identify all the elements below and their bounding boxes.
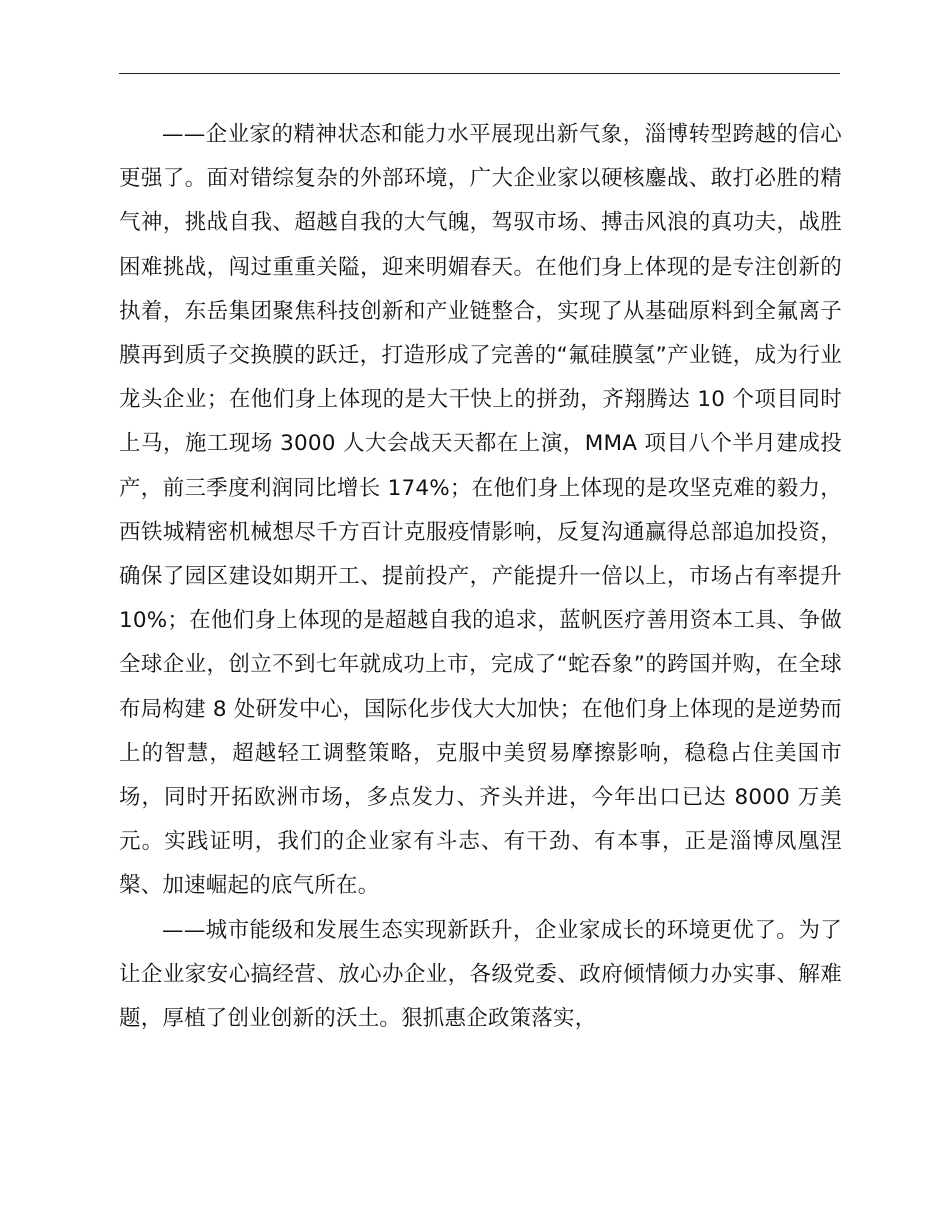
header-rule xyxy=(119,73,840,74)
body-text xyxy=(119,113,842,1041)
paragraph-city-ecosystem: ——城市能级和发展生态实现新跃升，企业家成长的环境更优了。为了让企业家安心搞经营、放心办企业，各级党委、政府倾情倾力办实事、解难题，厚植了创业创新的沃土。狠抓惠企政策落实， xyxy=(119,917,842,1032)
paragraph-entrepreneur-spirit: ——企业家的精神状态和能力水平展现出新气象，淄博转型跨越的信心更强了。面对错综复杂的外部环境，广大企业家以硬核鏖战、敢打必胜的精气神，挑战自我、超越自我的大气魄，驾驭市场、搏击风浪的真功夫，战胜困难挑战，闯过重重关隘，迎来明媚春天。在他们身上体现的是专注创新的执着，东岳集团聚焦科技创新和产业链整合，实现了从基础原料到全氟离子膜再到质子交换膜的跃迁，打造形成了完善的“氟硅膜氢”产业链，成为行业龙头企业；在他们身上体现的是大干快上的拼劲，齐翔腾达 10 个项目同时上马，施工现场 3000 人大会战天天都在上演，MMA 项目八个半月建成投产，前三季度利润同比增长 174%；在他们身上体现的是攻坚克难的毅力，西铁城精密机械想尽千方百计克服疫情影响，反复沟通赢得总部追加投资，确保了园区建设如期开工、提前投产，产能提升一倍以上，市场占有率提升 10%；在他们身上体现的是超越自我的追求，蓝帆医疗善用资本工具、争做全球企业，创立不到七年就成功上市，完成了“蛇吞象”的跨国并购，在全球布局构建 8 处研发中心，国际化步伐大大加快；在他们身上体现的是逆势而上的智慧，超越轻工调整策略，克服中美贸易摩擦影响，稳稳占住美国市场，同时开拓欧洲市场，多点发力、齐头并进，今年出口已达 8000 万美元。实践证明，我们的企业家有斗志、有干劲、有本事，正是淄博凤凰涅槃、加速崛起的底气所在。 xyxy=(119,122,842,899)
